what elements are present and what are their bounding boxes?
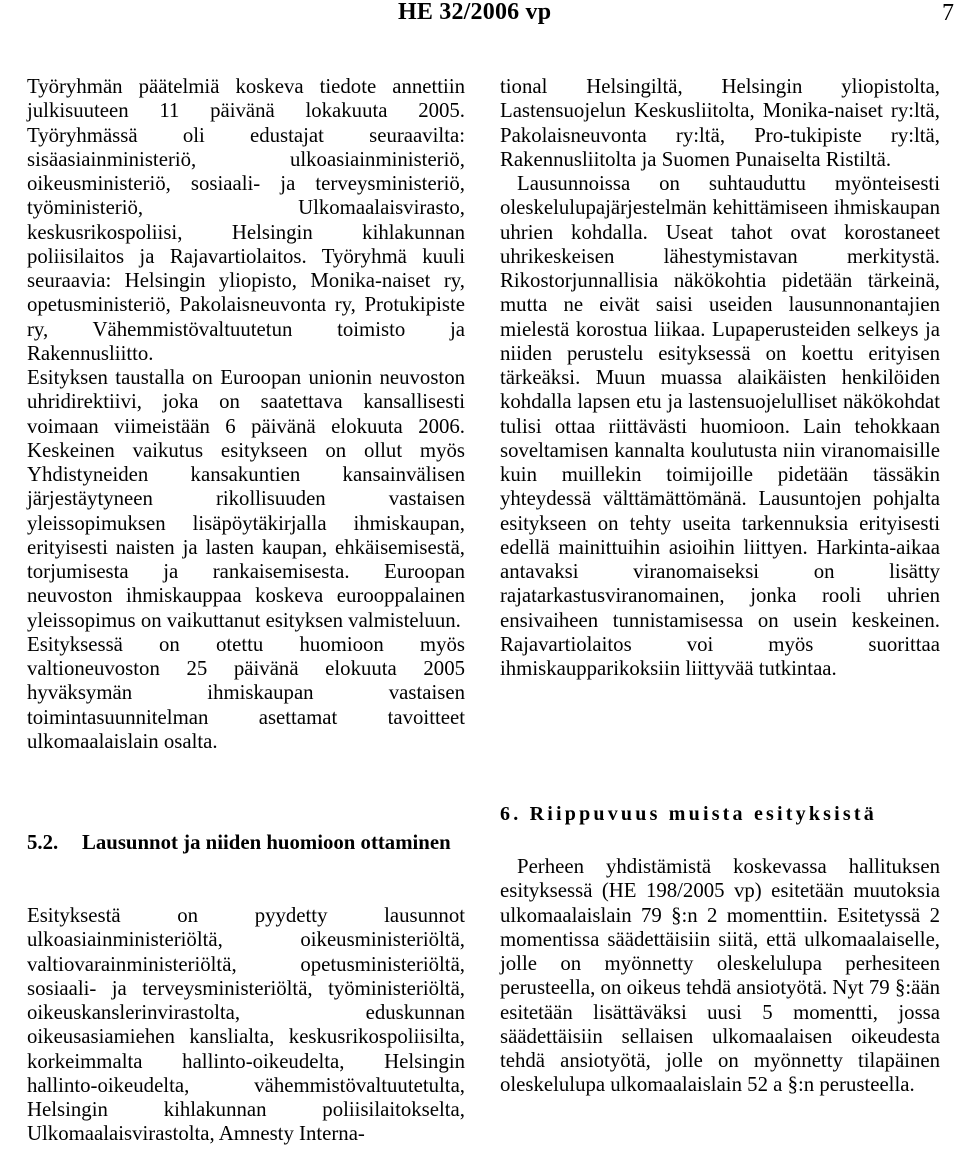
chapter-6-paragraph: Perheen yhdistämistä koskevassa hallituksen esityksessä (HE 198/2005 vp) esitetään muutoksia ulkomaalaislain 79 §:n 2 momenttiin. Esitetyssä 2 momentissa säädettäisiin siitä, että ulkomaalaiselle, jolle on myönnetty oleskelulupa perhesiteen perusteella, on oikeus tehdä ansiotyötä. Nyt 79 §:ään esitetään lisättäväksi uusi 5 momentti, jossa säädettäisiin sellaisen ulkomaalaisen oikeudesta tehdä ansiotyötä, jolle on myönnetty tilapäinen oleskelulupa ulkomaalaislain 52 a §:n perusteella. [500, 855, 940, 1097]
section-5-2-paragraph: Esityksestä on pyydetty lausunnot ulkoasiainministeriöltä, oikeusministeriöltä, valtiovarainministeriöltä, opetusministeriöltä, sosiaali- ja terveysministeriöltä, työministeriöltä, oikeuskanslerinvirastolta, eduskunnan oikeusasiamiehen kanslialta, keskusrikospoliisilta, korkeimmalta hallinto-oikeudelta, Helsingin hallinto-oikeudelta, vähemmistövaltuutetulta, Helsingin kihlakunnan poliisilaitokselta, Ulkomaalaisvirastolta, Amnesty Interna- [27, 904, 465, 1146]
left-paragraph-2: Esityksen taustalla on Euroopan unionin neuvoston uhridirektiivi, joka on saatettava kansallisesti voimaan viimeistään 6 päivänä elokuuta 2006. Keskeinen vaikutus esitykseen on ollut myös Yhdistyneiden kansakuntien kansainvälisen järjestäytyneen rikollisuuden vastaisen yleissopimuksen lisäpöytäkirjalla ihmiskaupan, erityisesti naisten ja lasten kaupan, ehkäisemisestä, torjumisesta ja rankaisemisesta. Euroopan neuvoston ihmiskauppaa koskeva eurooppalainen yleissopimus on vaikuttanut esityksen valmisteluun. [27, 366, 465, 632]
right-paragraph-1: tional Helsingiltä, Helsingin yliopistolta, Lastensuojelun Keskusliitolta, Monika-naiset ry:ltä, Pakolaisneuvonta ry:ltä, Pro-tukipiste ry:ltä, Rakennusliitolta ja Suomen Punaiselta Ristiltä. [500, 75, 940, 171]
page-header [0, 0, 960, 40]
chapter-6-heading: 6. Riippuvuus muista esityksistä [500, 803, 877, 825]
right-paragraph-2: Lausunnoissa on suhtauduttu myönteisesti oleskelulupajärjestelmän kehittämiseen ihmiskaupan uhrien kohdalla. Useat tahot ovat korostaneet uhrikeskeisen lähestymistavan merkitystä. Rikostorjunnallisia näkökohtia pidetään tärkeinä, mutta ne eivät saisi useiden lausunnonantajien mielestä korostua liikaa. Lupaperusteiden selkeys ja niiden perustelu esityksessä on koettu erityisen tärkeäksi. Muun muassa alaikäisten henkilöiden kohdalla lapsen etu ja lastensuojelulliset näkökohdat tulisi ottaa riittävästi huomioon. Lain tehokkaan soveltamisen kannalta koulutusta niin viranomaisille kuin muillekin toimijoille pidetään tässäkin yhteydessä välttämättömänä. Lausuntojen pohjalta esitykseen on tehty useita tarkennuksia erityisesti edellä mainittuihin asioihin liittyen. Harkinta-aikaa antavaksi viranomaiseksi on lisätty rajatarkastusviranomainen, jonka rooli uhrien ensivaiheen tunnistamisessa on usein keskeinen. Rajavartiolaitos voi myös suorittaa ihmiskaupparikoksiin liittyvää tutkintaa. [500, 172, 940, 680]
section-title: Lausunnot ja niiden huomioon ottaminen [82, 831, 451, 854]
section-5-2-body [27, 904, 465, 1147]
left-paragraph-1: Työryhmän päätelmiä koskeva tiedote annettiin julkisuuteen 11 päivänä lokakuuta 2005. Työryhmässä oli edustajat seuraavilta: sisäasiainministeriö, ulkoasiainministeriö, oikeusministeriö, sosiaali- ja terveysministeriö, työministeriö, Ulkomaalaisvirasto, keskusrikospoliisi, Helsingin kihlakunnan poliisilaitos ja Rajavartiolaitos. Työryhmä kuuli seuraavia: Helsingin yliopisto, Monika-naiset ry, opetusministeriö, Pakolaisneuvonta ry, Protukipiste ry, Vähemmistövaltuutetun toimisto ja Rakennusliitto. [27, 75, 465, 365]
left-paragraph-3: Esityksessä on otettu huomioon myös valtioneuvoston 25 päivänä elokuuta 2005 hyväksymän ihmiskaupan vastaisen toimintasuunnitelman asettamat tavoitteet ulkomaalaislain osalta. [27, 632, 465, 753]
document-id: HE 32/2006 vp [398, 0, 552, 25]
page-number: 7 [942, 0, 954, 26]
right-column [500, 75, 940, 681]
section-number: 5.2. [27, 831, 59, 854]
chapter-6-body [500, 855, 940, 1098]
left-column [27, 75, 465, 754]
